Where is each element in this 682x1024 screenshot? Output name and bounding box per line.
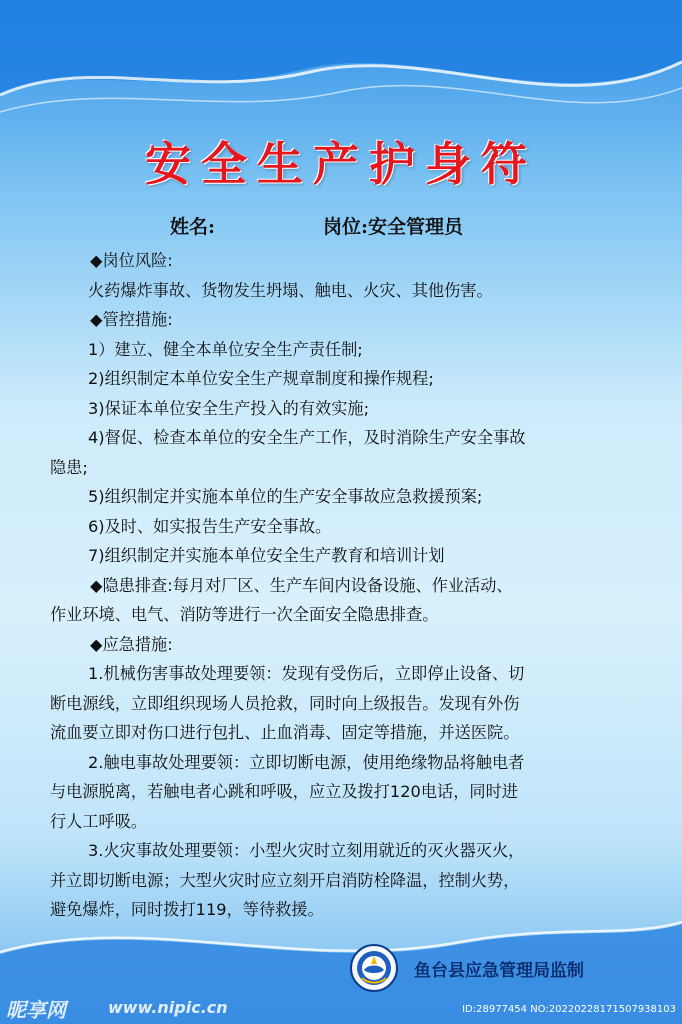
emergency-item: 2.触电事故处理要领：立即切断电源，使用绝缘物品将触电者 <box>88 752 525 772</box>
watermark-url: www.nipic.cn <box>108 998 228 1017</box>
page-title: 安全生产护身符 <box>145 137 537 191</box>
emergency-item-continuation: 并立即切断电源；大型火灾时应立刻开启消防栓降温，控制火势， <box>50 870 520 890</box>
post-label: 岗位:安全管理员 <box>323 216 464 238</box>
emergency-item: 3.火灾事故处理要领：小型火灾时立刻用就近的灭火器灭火， <box>88 841 525 860</box>
card-body <box>50 246 640 925</box>
emergency-item-continuation: 避免爆炸，同时拨打119，等待救援。 <box>50 900 324 919</box>
control-item: 1）建立、健全本单位安全生产责任制; <box>88 339 363 359</box>
control-item: 5)组织制定并实施本单位的生产安全事故应急救援预案; <box>88 487 483 506</box>
emergency-item-continuation: 断电源线，立即组织现场人员抢救，同时向上级报告。发现有外伤 <box>50 693 520 713</box>
info-row <box>0 212 682 242</box>
emergency-item-continuation: 流血要立即对伤口进行包扎、止血消毒、固定等措施，并送医院。 <box>50 723 520 742</box>
hazard-check-continuation: 作业环境、电气、消防等进行一次全面安全隐患排查。 <box>50 605 439 624</box>
risk-text: 火药爆炸事故、货物发生坍塌、触电、火灾、其他伤害。 <box>88 280 493 300</box>
control-item: 2)组织制定本单位安全生产规章制度和操作规程; <box>88 369 434 388</box>
control-heading: ◆管控措施: <box>90 310 173 329</box>
hazard-check-line: ◆隐患排查:每月对厂区、生产车间内设备设施、作业活动、 <box>90 575 513 595</box>
watermark-logo: 昵享网 <box>6 998 66 1022</box>
emergency-item-continuation: 与电源脱离，若触电者心跳和呼吸，应立及拨打120电话，同时进 <box>50 782 518 801</box>
emergency-item-continuation: 行人工呼吸。 <box>50 811 148 831</box>
watermark-id: ID:28977454 NO:20220228171507938103 <box>462 1004 676 1015</box>
emergency-heading: ◆应急措施: <box>90 634 173 654</box>
control-item: 6)及时、如实报告生产安全事故。 <box>88 516 332 536</box>
control-item: 4)督促、检查本单位的安全生产工作，及时消除生产安全事故 <box>88 428 526 447</box>
name-label: 姓名: <box>170 216 216 238</box>
control-item-continuation: 隐患; <box>50 457 88 477</box>
risk-heading: ◆岗位风险: <box>90 251 173 270</box>
supervisor-credit: 鱼台县应急管理局监制 <box>414 961 584 981</box>
emergency-item: 1.机械伤害事故处理要领：发现有受伤后，立即停止设备、切 <box>88 664 525 683</box>
control-item: 7)组织制定并实施本单位安全生产教育和培训计划 <box>88 546 445 565</box>
control-item: 3)保证本单位安全生产投入的有效实施; <box>88 398 370 418</box>
emergency-management-emblem-icon <box>350 944 398 992</box>
